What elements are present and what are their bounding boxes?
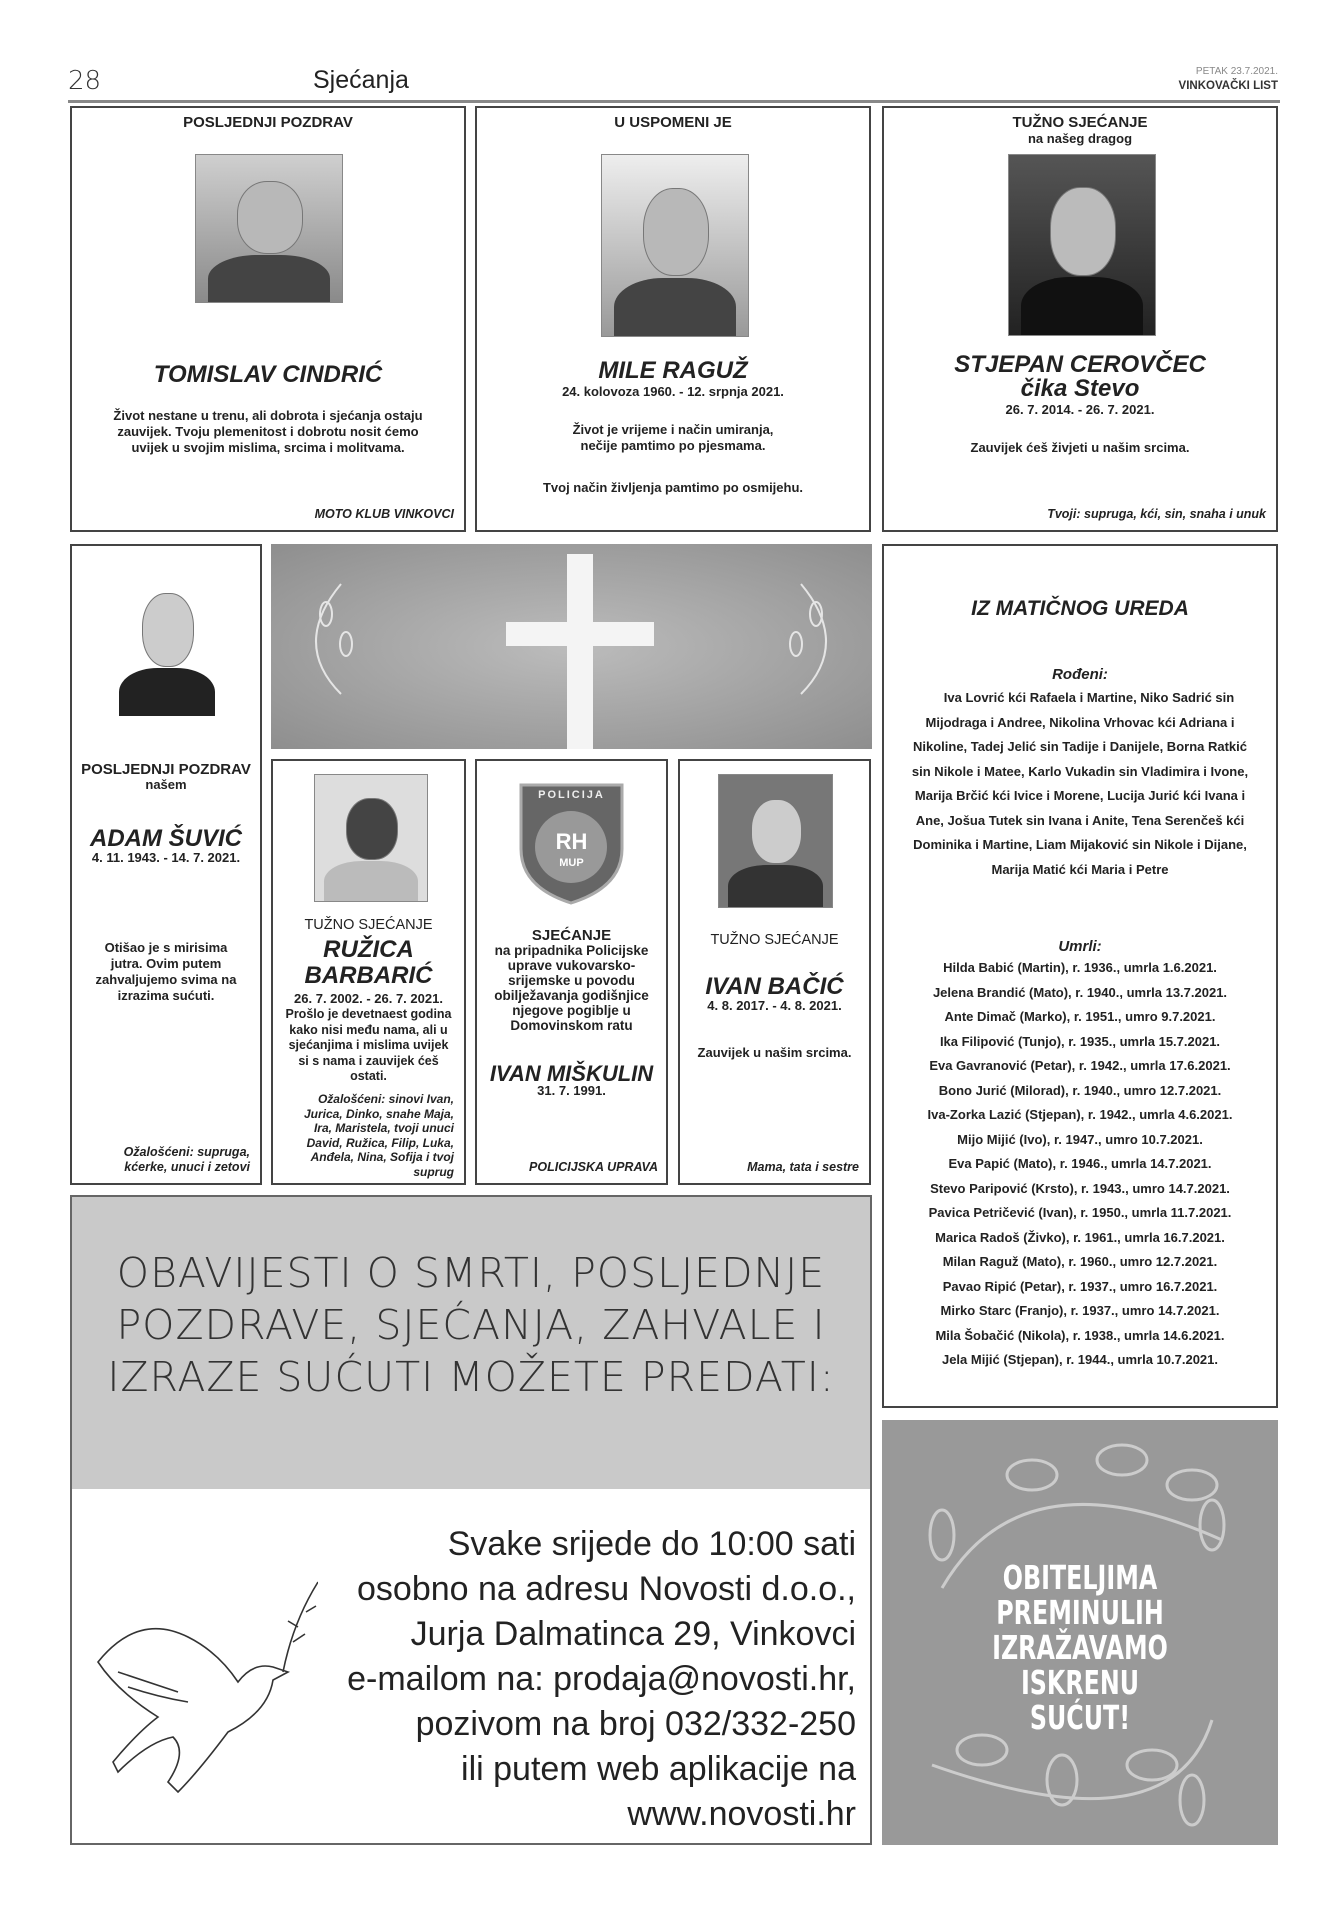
card-text: na pripadnika Policijske uprave vukovarsko-srijemske u povodu obilježavanja godišnjice njegove pogiblje u Domovinskom ratu <box>494 943 649 1033</box>
died-entry: Eva Gavranović (Petar), r. 1942., umrla 17.6.2021. <box>929 1058 1231 1073</box>
page-number: 28 <box>68 66 102 96</box>
dove-icon <box>78 1542 318 1807</box>
died-entry: Iva-Zorka Lazić (Stjepan), r. 1942., umrla 4.6.2021. <box>927 1107 1233 1122</box>
cross-and-wreath-icon <box>271 544 872 749</box>
condolence-line: OBITELJIMA <box>1002 1558 1158 1597</box>
died-entry: Stevo Paripović (Krsto), r. 1943., umro 14.7.2021. <box>930 1180 1230 1196</box>
portrait-photo <box>601 154 749 337</box>
died-entry: Pavao Ripić (Petar), r. 1937., umro 16.7.2021. <box>942 1278 1218 1294</box>
card-heading: TUŽNO SJEĆANJE <box>1012 114 1148 131</box>
card-text: Zauvijek ćeš živjeti u našim srcima. <box>970 440 1190 455</box>
deceased-name: IVAN MIŠKULIN <box>489 1061 654 1086</box>
ad-headline-band <box>72 1197 870 1489</box>
died-list <box>884 956 1276 1373</box>
card-signature: Ožalošćeni: supruga, kćerke, unuci i zetovi <box>123 1145 250 1174</box>
card-ivan-miskulin <box>475 759 668 1185</box>
deceased-name: STJEPAN CEROVČEC <box>954 351 1206 378</box>
card-subheading: našem <box>145 777 187 792</box>
card-dates: 31. 7. 1991. <box>537 1083 606 1098</box>
cross-image <box>271 544 872 749</box>
header-date: PETAK 23.7.2021. <box>1195 66 1278 77</box>
ad-contact-line: osobno na adresu Novosti d.o.o., <box>357 1570 856 1608</box>
condolence-text <box>937 1560 1222 1735</box>
card-signature: Mama, tata i sestre <box>747 1160 859 1174</box>
condolence-box <box>882 1420 1278 1845</box>
deceased-name: ADAM ŠUVIĆ <box>89 825 242 852</box>
died-entry: Mirko Starc (Franjo), r. 1937., umro 14.7.2021. <box>940 1303 1220 1318</box>
card-text: Otišao je s mirisima jutra. Ovim putem zahvaljujemo svima na izrazima sućuti. <box>95 940 237 1003</box>
card-signature: Tvoji: supruga, kći, sin, snaha i unuk <box>1047 507 1266 521</box>
portrait-photo <box>314 774 428 902</box>
card-dates: 26. 7. 2002. - 26. 7. 2021. <box>294 991 443 1006</box>
ad-contact-line: pozivom na broj 032/332-250 <box>415 1705 856 1743</box>
ad-headline <box>72 1197 870 1403</box>
card-ivan-bacic <box>678 759 871 1185</box>
born-list: Iva Lovrić kći Rafaela i Martine, Niko Sadrić sin Mijodraga i Andree, Nikolina Vrhovac kći Adriana i Nikoline, Tadej Jelić sin Tadije i Danijele, Borna Ratkić sin Nikole i Matee, Karlo Vukadin sin Vladimira i Ivone, Marija Brčić kći Ivice i Morene, Lucija Jurić kći Ivana i Ane, Jošua Tutek sin Ivana i Anite, Tena Serenčeš kći Dominika i Martine, Liam Mijaković sin Nikole i Dijane, Marija Matić kći Maria i Petre <box>911 690 1249 877</box>
card-text: Zauvijek u našim srcima. <box>697 1045 852 1060</box>
card-signature: POLICIJSKA UPRAVA <box>529 1160 658 1174</box>
ad-contact-line: e-mailom na: prodaja@novosti.hr, <box>347 1660 856 1698</box>
registry-office-box <box>882 544 1278 1408</box>
deceased-name: RUŽICA BARBARIĆ <box>304 936 433 989</box>
card-ruzica-barbaric <box>271 759 466 1185</box>
card-heading: U USPOMENI JE <box>614 114 732 131</box>
card-mile-raguz <box>475 106 871 532</box>
died-entry: Eva Papić (Mato), r. 1946., umrla 14.7.2021. <box>948 1156 1212 1171</box>
portrait-photo <box>195 154 343 303</box>
card-adam-suvic <box>70 544 262 1185</box>
ad-headline-line: IZRAZE SUĆUTI MOŽETE PREDATI: <box>107 1353 835 1401</box>
card-signature: MOTO KLUB VINKOVCI <box>314 507 454 521</box>
died-entry: Marica Radoš (Živko), r. 1961., umrla 16.7.2021. <box>935 1229 1225 1245</box>
ad-contact-lines <box>347 1522 856 1837</box>
card-signature: Ožalošćeni: sinovi Ivan, Jurica, Dinko, snahe Maja, Ira, Maristela, tvoji unuci David, Ružica, Filip, Luka, Anđela, Nina, Sofija i tvoj suprug <box>303 1092 454 1179</box>
badge-bottom-text: MUP <box>559 857 584 869</box>
condolence-line: PREMINULIH <box>996 1593 1164 1632</box>
card-text: Život je vrijeme i način umiranja, nečije pamtimo po pjesmama. <box>572 422 774 453</box>
badge-mid-text: RH <box>555 829 588 854</box>
card-heading: SJEĆANJE <box>531 927 612 944</box>
header-rule <box>68 100 1280 103</box>
card-heading: POSLJEDNJI POZDRAV <box>81 761 251 778</box>
submission-ad <box>70 1195 872 1845</box>
card-text-2: Tvoj način življenja pamtimo po osmijehu. <box>542 480 804 495</box>
ad-headline-line: OBAVIJESTI O SMRTI, POSLJEDNJE <box>116 1249 826 1297</box>
card-heading: TUŽNO SJEĆANJE <box>304 917 433 933</box>
badge-top-text: POLICIJA <box>538 789 605 801</box>
died-entry: Jela Mijić (Stjepan), r. 1944., umrla 10.7.2021. <box>941 1352 1219 1367</box>
died-entry: Mila Šobačić (Nikola), r. 1938., umrla 14.6.2021. <box>935 1327 1225 1343</box>
ad-contact-line: Svake srijede do 10:00 sati <box>447 1525 856 1563</box>
card-text: Prošlo je devetnaest godina kako nisi među nama, ali u sjećanjima i mislima uvijek si s nama i zauvijek ćeš ostati. <box>285 1007 452 1083</box>
card-heading: TUŽNO SJEĆANJE <box>710 932 839 948</box>
portrait-photo <box>110 566 224 716</box>
card-text: Život nestane u trenu, ali dobrota i sjećanja ostaju zauvijek. Tvoju plemenitost i dobrotu nosit ćemo uvijek u svojim mislima, srcima i molitvama. <box>113 408 423 455</box>
registry-title: IZ MATIČNOG UREDA <box>971 597 1189 620</box>
died-entry: Hilda Babić (Martin), r. 1936., umrla 1.6.2021. <box>943 960 1217 975</box>
header-paper: VINKOVAČKI LIST <box>1178 80 1278 92</box>
police-badge-icon <box>515 779 628 906</box>
died-entry: Jelena Brandić (Mato), r. 1940., umrla 13.7.2021. <box>932 984 1228 1000</box>
deceased-name: IVAN BAČIĆ <box>705 973 844 1000</box>
card-dates: 4. 8. 2017. - 4. 8. 2021. <box>707 998 842 1013</box>
deceased-name: MILE RAGUŽ <box>598 357 748 384</box>
ad-headline-line: POZDRAVE, SJEĆANJA, ZAHVALE I <box>116 1301 826 1349</box>
card-dates: 26. 7. 2014. - 26. 7. 2021. <box>1005 402 1155 417</box>
portrait-photo <box>1008 154 1156 336</box>
died-entry: Bono Jurić (Milorad), r. 1940., umro 12.7.2021. <box>938 1082 1222 1098</box>
deceased-nickname: čika Stevo <box>1020 375 1140 402</box>
condolence-line: SUĆUT! <box>1029 1698 1131 1737</box>
card-tomislav-cindric <box>70 106 466 532</box>
died-entry: Ika Filipović (Tunjo), r. 1935., umrla 15.7.2021. <box>939 1033 1221 1049</box>
ad-contact-line: www.novosti.hr <box>627 1795 856 1833</box>
died-entry: Mijo Mijić (Ivo), r. 1947., umro 10.7.2021. <box>957 1131 1203 1147</box>
died-entry: Ante Dimač (Marko), r. 1951., umro 9.7.2021. <box>944 1009 1216 1024</box>
died-entry: Pavica Petričević (Ivan), r. 1950., umrla 11.7.2021. <box>928 1205 1232 1220</box>
born-label: Rođeni: <box>1052 666 1108 683</box>
card-dates: 24. kolovoza 1960. - 12. srpnja 2021. <box>562 384 784 399</box>
died-entry: Milan Raguž (Mato), r. 1960., umro 12.7.2021. <box>942 1254 1218 1269</box>
ad-contact-line: Jurja Dalmatinca 29, Vinkovci <box>410 1615 856 1653</box>
portrait-photo <box>718 774 833 908</box>
died-label: Umrli: <box>1058 938 1102 955</box>
condolence-line: IZRAŽAVAMO ISKRENU <box>992 1628 1168 1702</box>
section-title: Sjećanja <box>313 66 409 94</box>
card-subheading: na našeg dragog <box>1027 131 1133 146</box>
deceased-name: TOMISLAV CINDRIĆ <box>153 361 383 388</box>
card-heading: POSLJEDNJI POZDRAV <box>183 114 353 131</box>
card-dates: 4. 11. 1943. - 14. 7. 2021. <box>91 850 241 865</box>
ad-contact-line: ili putem web aplikacije na <box>461 1750 856 1788</box>
card-stjepan-cerovcec <box>882 106 1278 532</box>
